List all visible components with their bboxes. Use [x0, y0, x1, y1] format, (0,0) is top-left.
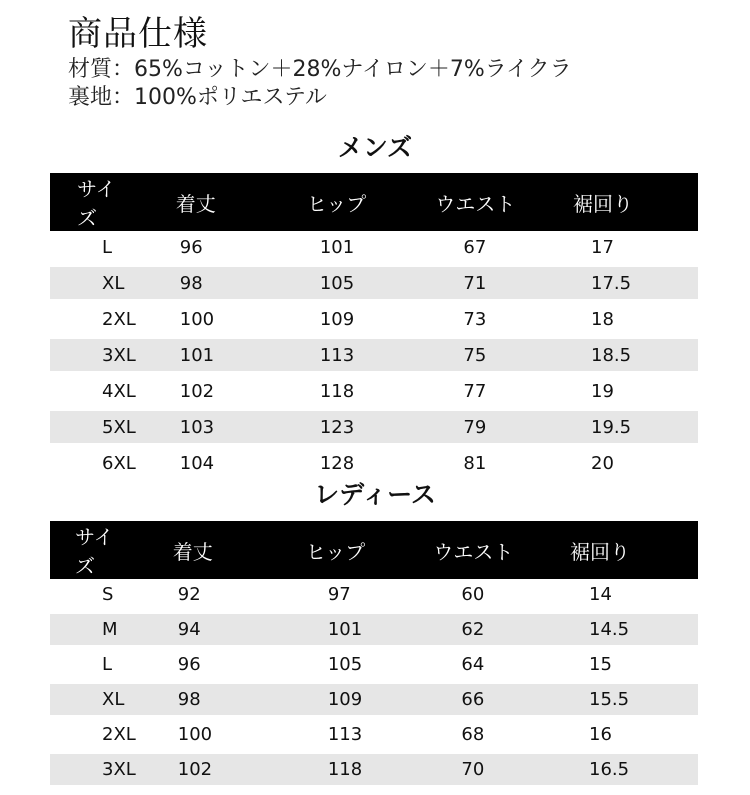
- length-cell: 98: [128, 265, 264, 301]
- header-size: サイズ: [50, 521, 128, 579]
- size-cell: 2XL: [50, 717, 128, 752]
- hip-cell: 113: [264, 337, 394, 373]
- table-row: [50, 265, 698, 301]
- header-waist: ウエスト: [393, 173, 523, 231]
- table-row: [50, 409, 698, 445]
- womens-section-title: レディース: [314, 480, 436, 509]
- size-cell: XL: [50, 682, 128, 717]
- hem-cell: 19.5: [523, 409, 698, 445]
- hem-cell: 20: [523, 445, 698, 481]
- length-cell: 104: [128, 445, 264, 481]
- waist-cell: 81: [393, 445, 523, 481]
- lining-line: 裏地：100%ポリエステル: [68, 85, 327, 110]
- length-cell: 102: [128, 752, 264, 787]
- mens-section-title: メンズ: [337, 133, 413, 162]
- hip-cell: 118: [264, 752, 394, 787]
- size-cell: 2XL: [50, 301, 128, 337]
- length-cell: 96: [128, 647, 264, 682]
- hip-cell: 97: [264, 579, 394, 612]
- womens-size-table: [50, 521, 698, 789]
- hip-cell: 128: [264, 445, 394, 481]
- header-length: 着丈: [128, 173, 264, 231]
- header-hip: ヒップ: [264, 173, 394, 231]
- hem-cell: 15.5: [523, 682, 698, 717]
- length-cell: 94: [128, 612, 264, 647]
- header-size: サイズ: [50, 173, 128, 231]
- size-cell: S: [50, 579, 128, 612]
- womens-header-row: [50, 521, 698, 579]
- hem-cell: 17: [523, 231, 698, 265]
- hip-cell: 105: [264, 265, 394, 301]
- table-row: [50, 445, 698, 481]
- hem-cell: 19: [523, 373, 698, 409]
- waist-cell: 66: [393, 682, 523, 717]
- waist-cell: 62: [393, 612, 523, 647]
- size-cell: 3XL: [50, 752, 128, 787]
- waist-cell: 73: [393, 301, 523, 337]
- length-cell: 98: [128, 682, 264, 717]
- hip-cell: 109: [264, 682, 394, 717]
- header-waist: ウエスト: [393, 521, 523, 579]
- hem-cell: 14.5: [523, 612, 698, 647]
- waist-cell: 79: [393, 409, 523, 445]
- hem-cell: 18.5: [523, 337, 698, 373]
- size-cell: 5XL: [50, 409, 128, 445]
- hem-cell: 16.5: [523, 752, 698, 787]
- mens-header-row: [50, 173, 698, 231]
- hem-cell: 14: [523, 579, 698, 612]
- table-row: [50, 647, 698, 682]
- table-row: [50, 612, 698, 647]
- length-cell: 92: [128, 579, 264, 612]
- header-hem: 裾回り: [523, 521, 698, 579]
- table-row: [50, 752, 698, 787]
- header-length: 着丈: [128, 521, 264, 579]
- waist-cell: 60: [393, 579, 523, 612]
- hem-cell: 16: [523, 717, 698, 752]
- size-cell: 4XL: [50, 373, 128, 409]
- hip-cell: 105: [264, 647, 394, 682]
- length-cell: 103: [128, 409, 264, 445]
- table-row: [50, 682, 698, 717]
- table-row: [50, 579, 698, 612]
- hip-cell: 118: [264, 373, 394, 409]
- waist-cell: 67: [393, 231, 523, 265]
- size-cell: 3XL: [50, 337, 128, 373]
- size-cell: 6XL: [50, 445, 128, 481]
- spec-title: 商品仕様: [68, 14, 208, 54]
- size-cell: XL: [50, 265, 128, 301]
- table-row: [50, 373, 698, 409]
- material-line: 材質：65%コットン＋28%ナイロン＋7%ライクラ: [68, 57, 572, 82]
- table-row: [50, 231, 698, 265]
- waist-cell: 68: [393, 717, 523, 752]
- length-cell: 102: [128, 373, 264, 409]
- length-cell: 101: [128, 337, 264, 373]
- length-cell: 100: [128, 301, 264, 337]
- waist-cell: 77: [393, 373, 523, 409]
- hem-cell: 18: [523, 301, 698, 337]
- header-hip: ヒップ: [264, 521, 394, 579]
- hip-cell: 101: [264, 231, 394, 265]
- waist-cell: 70: [393, 752, 523, 787]
- mens-size-table: [50, 173, 698, 483]
- header-hem: 裾回り: [523, 173, 698, 231]
- size-cell: M: [50, 612, 128, 647]
- hip-cell: 113: [264, 717, 394, 752]
- waist-cell: 64: [393, 647, 523, 682]
- hip-cell: 109: [264, 301, 394, 337]
- length-cell: 96: [128, 231, 264, 265]
- size-cell: L: [50, 647, 128, 682]
- length-cell: 100: [128, 717, 264, 752]
- hip-cell: 101: [264, 612, 394, 647]
- table-row: [50, 337, 698, 373]
- table-row: [50, 301, 698, 337]
- size-cell: L: [50, 231, 128, 265]
- waist-cell: 71: [393, 265, 523, 301]
- hem-cell: 17.5: [523, 265, 698, 301]
- table-row: [50, 717, 698, 752]
- hip-cell: 123: [264, 409, 394, 445]
- hem-cell: 15: [523, 647, 698, 682]
- waist-cell: 75: [393, 337, 523, 373]
